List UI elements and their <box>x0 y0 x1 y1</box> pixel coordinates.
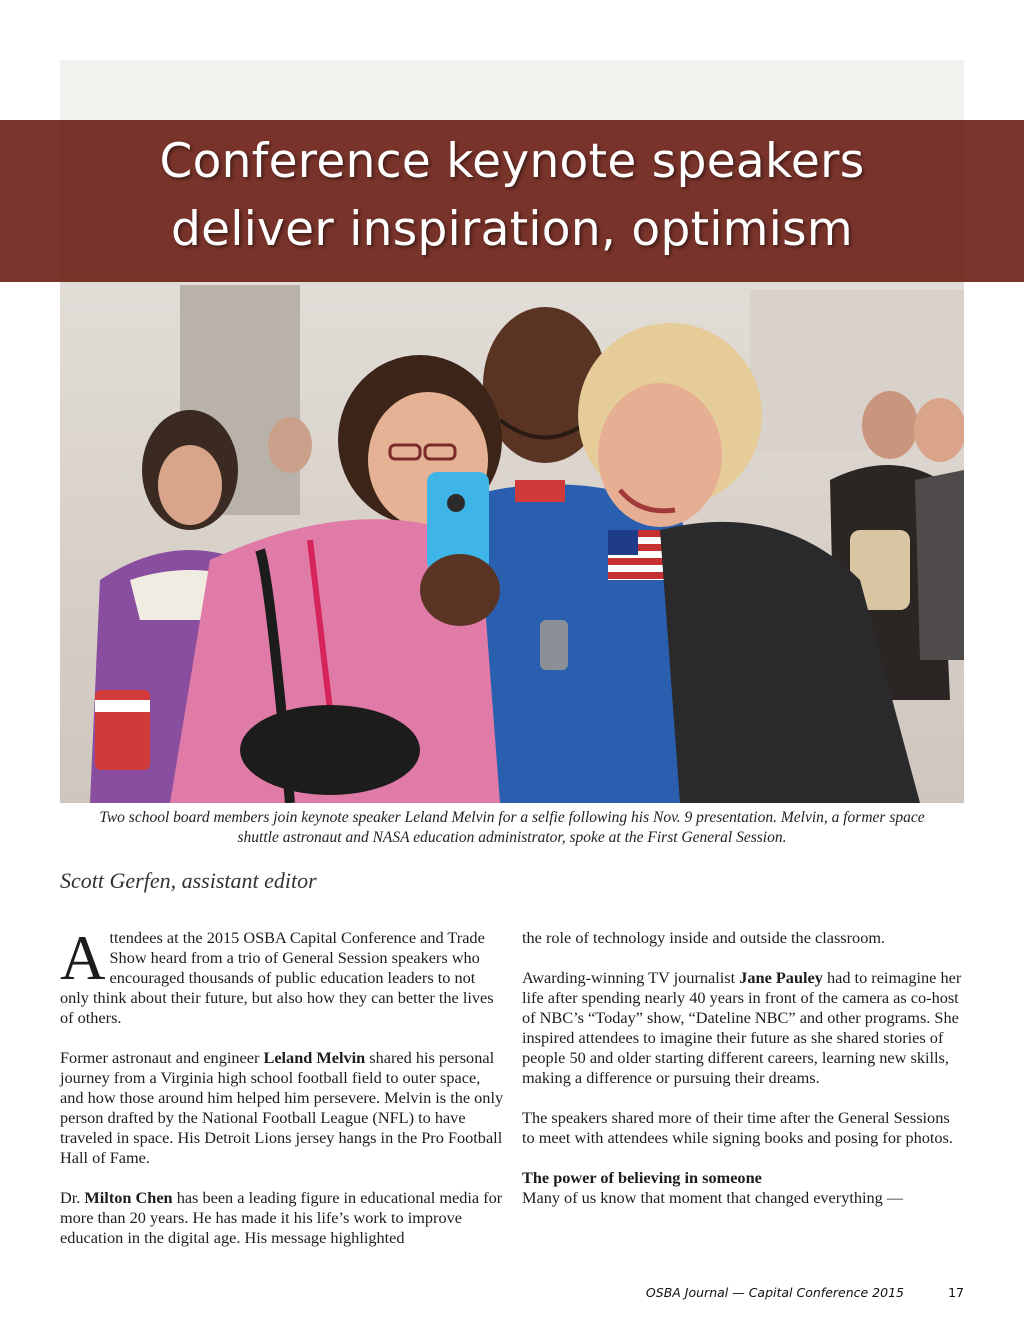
headline <box>0 128 1024 264</box>
headline-line-2: deliver inspiration, optimism <box>170 202 853 257</box>
paragraph-melvin <box>60 1048 505 1168</box>
paragraph-power-text: Many of us know that moment that changed everything — <box>522 1188 904 1207</box>
drop-cap: A <box>60 923 106 993</box>
speaker-name-melvin: Leland Melvin <box>263 1048 366 1067</box>
page-footer <box>0 1285 1024 1305</box>
paragraph-chen-continued: the role of technology inside and outside the classroom. <box>522 928 886 947</box>
paragraph-intro-text: ttendees at the 2015 OSBA Capital Conference and Trade Show heard from a trio of General Session speakers who encouraged thousands of public education leaders to not only think about their future, but also how they can better the lives of others. <box>60 928 494 1027</box>
paragraph-pauley-lead: Awarding-winning TV journalist <box>522 968 740 987</box>
paragraph-melvin-text: shared his personal journey from a Virginia high school football field to outer space, and how those around him helped him persevere. Melvin is the only person drafted by the National Football League (NFL) to have traveled in space. His Detroit Lions jersey hangs in the Pro Football Hall of Fame. <box>60 1048 504 1167</box>
photo-caption <box>70 808 954 848</box>
footer-journal-title: OSBA Journal — Capital Conference 2015 <box>645 1285 904 1300</box>
body-column-left <box>60 923 505 1248</box>
paragraph-intro <box>60 923 505 1028</box>
page-number: 17 <box>948 1285 964 1300</box>
section-subhead: The power of believing in someone <box>522 1168 762 1187</box>
paragraph-pauley-text: had to reimagine her life after spending nearly 40 years in front of the camera as co-host of NBC’s “Today” show, “Dateline NBC” and other programs. She inspired attendees to imagine their future as she shared stories of people 50 and older starting different careers, learning new skills, making a difference or pursuing their dreams. <box>522 968 962 1087</box>
byline: Scott Gerfen, assistant editor <box>60 868 317 893</box>
headline-line-1: Conference keynote speakers <box>159 134 865 189</box>
paragraph-chen-text: has been a leading figure in educational media for more than 20 years. He has made it his life’s work to improve education in the digital age. His message highlighted <box>60 1188 503 1247</box>
speaker-name-pauley: Jane Pauley <box>739 968 823 987</box>
paragraph-chen <box>60 1188 505 1248</box>
paragraph-chen-lead: Dr. <box>60 1188 85 1207</box>
paragraph-power <box>522 1168 964 1208</box>
paragraph-melvin-lead: Former astronaut and engineer <box>60 1048 264 1067</box>
paragraph-speakers: The speakers shared more of their time after the General Sessions to meet with attendees while signing books and posing for photos. <box>522 1108 953 1147</box>
body-column-right <box>522 928 964 1208</box>
paragraph-pauley <box>522 968 964 1088</box>
caption-line-1: Two school board members join keynote speaker Leland Melvin for a selfie following his Nov. 9 presentation. Melvin, a former space <box>99 809 925 826</box>
caption-line-2: shuttle astronaut and NASA education administrator, spoke at the First General Session. <box>237 829 787 846</box>
speaker-name-chen: Milton Chen <box>84 1188 173 1207</box>
